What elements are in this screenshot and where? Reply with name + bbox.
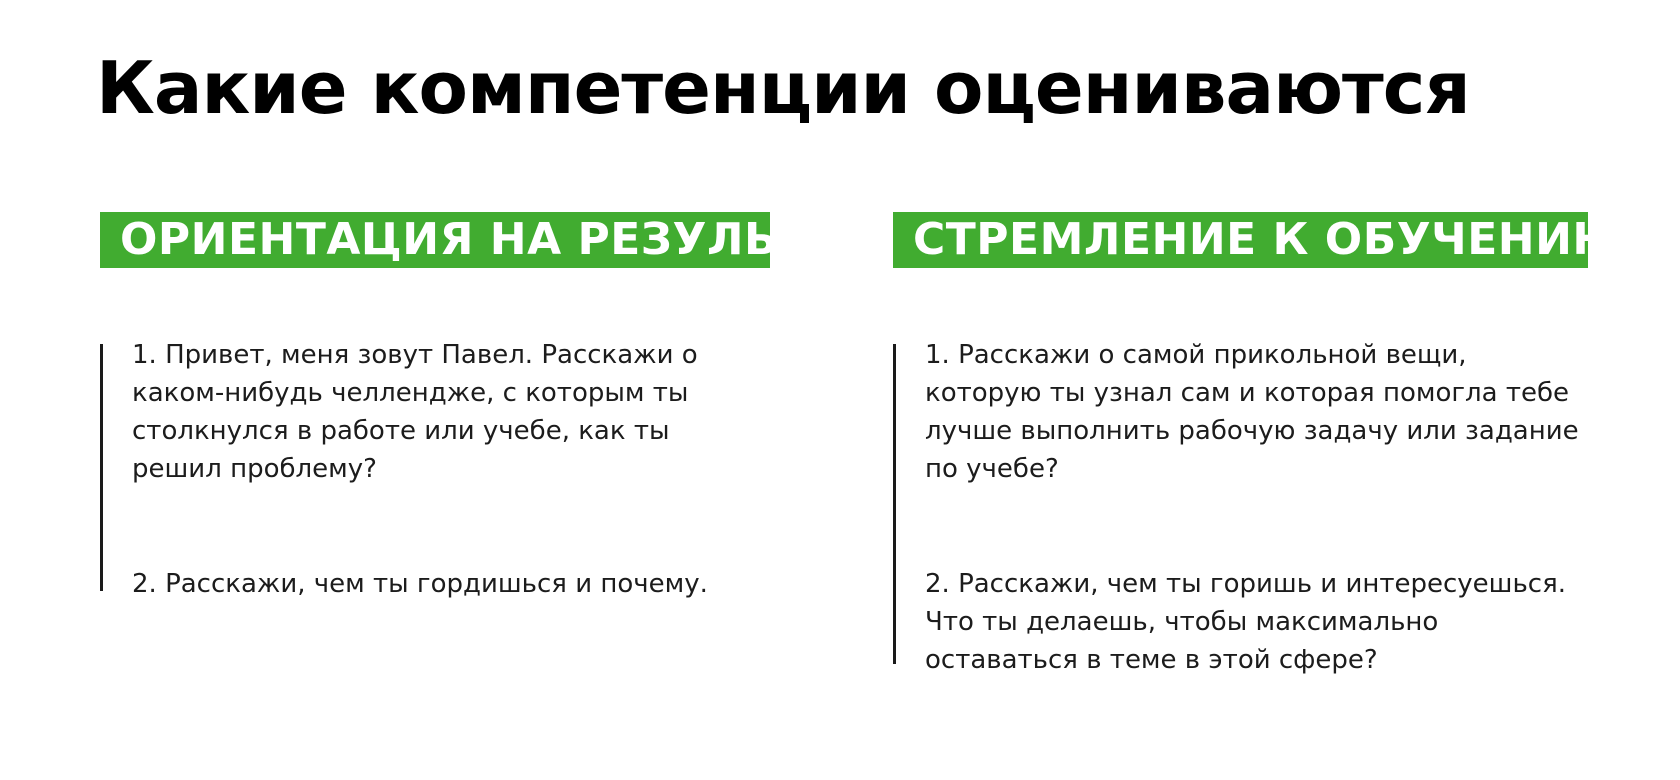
question-item: 2. Расскажи, чем ты горишь и интересуешься. Что ты делаешь, чтобы максимально оставаться в теме в этой сфере? xyxy=(925,569,1566,675)
competency-learning-column xyxy=(893,212,1625,675)
question-item: 1. Расскажи о самой прикольной вещи, которую ты узнал сам и которая помогла тебе лучше выполнить рабочую задачу или задание по учебе? xyxy=(925,340,1579,484)
competency-result-column xyxy=(100,212,874,599)
question-item: 2. Расскажи, чем ты гордишься и почему. xyxy=(132,569,708,599)
competency-heading-result: ОРИЕНТАЦИЯ НА РЕЗУЛЬТАТ xyxy=(100,212,770,268)
competency-heading-learning: СТРЕМЛЕНИЕ К ОБУЧЕНИЮ xyxy=(893,212,1588,268)
question-list-learning xyxy=(893,340,1604,675)
page-title: Какие компетенции оцениваются xyxy=(96,46,1470,130)
question-item: 1. Привет, меня зовут Павел. Расскажи о каком-нибудь челлендже, с которым ты столкнулся в работе или учебе, как ты решил проблему? xyxy=(132,340,698,484)
question-list-result xyxy=(100,340,771,599)
